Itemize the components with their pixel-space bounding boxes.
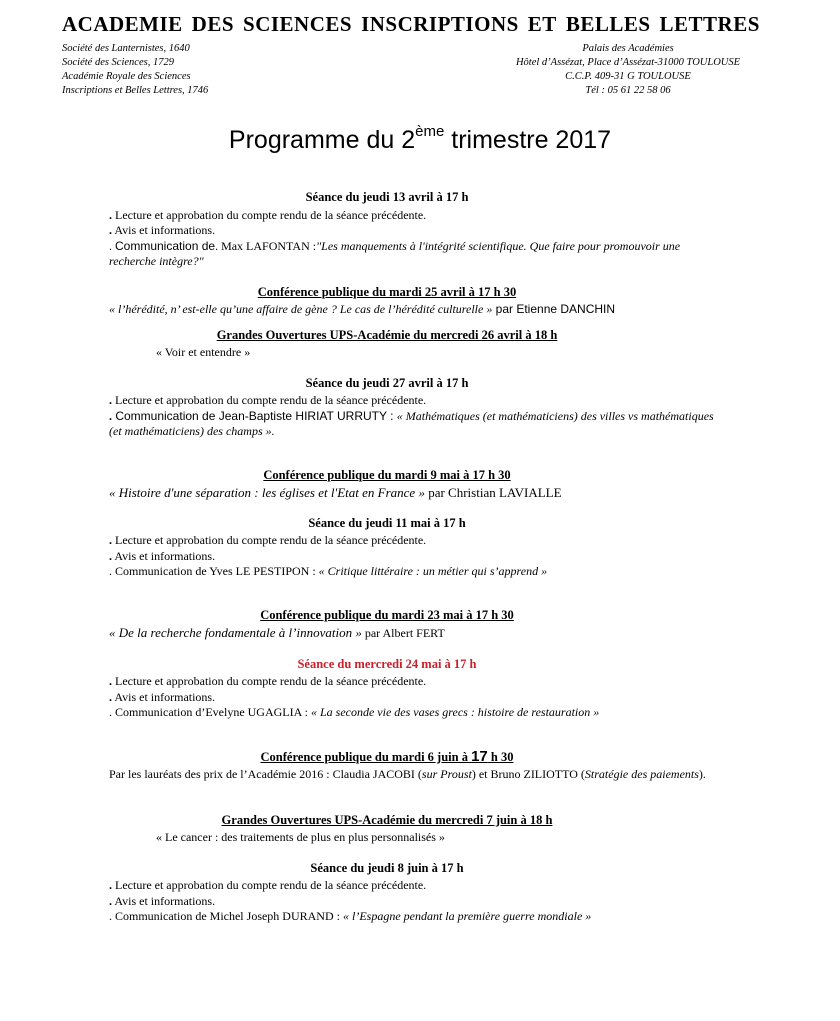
history-line: Société des Sciences, 1729 [62,57,174,68]
agenda-item: . Avis et informations. [109,689,216,704]
seance-heading: Séance du jeudi 8 juin à 17 h [310,860,464,875]
academy-title [62,12,760,37]
agenda-item: . Lecture et approbation du compte rendu de la séance précédente. [109,207,427,222]
title-word: SCIENCES [243,12,353,36]
agenda-item: . Avis et informations. [109,548,216,563]
grandes-ouvertures-heading: Grandes Ouvertures UPS-Académie du mercredi 26 avril à 18 h [216,327,558,342]
communication: . Communication de Yves LE PESTIPON : « Critique littéraire : un métier qui s’apprend » [109,564,548,578]
grandes-ouvertures-heading: Grandes Ouvertures UPS-Académie du mercredi 7 juin à 18 h [221,812,553,827]
history-line: Académie Royale des Sciences [62,71,191,82]
programme-title [0,123,840,155]
communication: . Communication de Jean-Baptiste HIRIAT URRUTY : « Mathématiques (et mathématiciens) des villes vs mathématiques (et mathématiciens) des champs ». [109,408,714,438]
seance-13-avril [109,190,729,270]
agenda-item: . Lecture et approbation du compte rendu de la séance précédente. [109,393,427,407]
header-address [498,42,758,98]
address-line: Hôtel d’Assézat, Place d’Assézat-31000 TOULOUSE [515,57,741,68]
title-word: DES [191,12,235,36]
seance-heading: Séance du jeudi 13 avril à 17 h [305,190,469,204]
address-line: C.C.P. 409-31 G TOULOUSE [565,71,691,82]
conference-title: « De la recherche fondamentale à l’innovation » par Albert FERT [109,625,445,640]
conference-heading: Conférence publique du mardi 25 avril à 17 h 30 [257,284,517,299]
agenda-item: . Lecture et approbation du compte rendu de la séance précédente. [109,878,427,892]
communication: . Communication d’Evelyne UGAGLIA : « La seconde vie des vases grecs : histoire de restauration » [109,705,600,719]
title-word: INSCRIPTIONS [361,12,519,36]
title-word: ET [527,12,557,36]
grandes-ouvertures-7-juin [109,813,729,846]
programme-title-year: trimestre 2017 [444,126,612,154]
conference-title: « Histoire d'une séparation : les églises et l'Etat en France » par Christian LAVIALLE [109,485,562,500]
programme-title-sup: ème [415,123,445,140]
address-line: Tél : 05 61 22 58 06 [585,85,671,96]
seance-27-avril [109,376,729,440]
communication: . Communication de. Max LAFONTAN :"Les manquements à l'intégrité scientifique. Que faire pour promouvoir une recherche intègre?" [109,238,681,268]
title-word: BELLES [565,12,651,36]
grandes-ouvertures-title: « Le cancer : des traitements de plus en plus personnalisés » [156,830,445,844]
history-line: Inscriptions et Belles Lettres, 1746 [62,85,209,96]
conference-23-mai [109,608,729,642]
agenda-item: . Avis et informations. [109,893,216,908]
communication: . Communication de Michel Joseph DURAND : « l’Espagne pendant la première guerre mondiale » [109,909,592,923]
seance-heading: Séance du jeudi 11 mai à 17 h [308,515,466,530]
programme-content [109,190,729,925]
history-line: Société des Lanternistes, 1640 [62,43,190,54]
seance-heading: Séance du mercredi 24 mai à 17 h [297,656,477,671]
seance-24-mai [109,657,729,721]
agenda-item: . Avis et informations. [109,223,216,237]
header-history [62,42,208,98]
conference-title: « l’hérédité, n’ est-elle qu’une affaire de gène ? Le cas de l’hérédité culturelle » par Etienne DANCHIN [109,302,616,316]
title-word: LETTRES [659,12,760,36]
agenda-item: . Lecture et approbation du compte rendu de la séance précédente. [109,533,427,547]
conference-heading: Conférence publique du mardi 6 juin à 17 h 30 [260,747,514,765]
conference-heading: Conférence publique du mardi 23 mai à 17 h 30 [260,607,514,622]
grandes-ouvertures-title: « Voir et entendre » [156,345,251,359]
conference-heading: Conférence publique du mardi 9 mai à 17 h 30 [263,467,511,482]
conference-9-mai [109,468,729,501]
conference-25-avril [109,285,729,318]
seance-heading: Séance du jeudi 27 avril à 17 h [305,375,469,390]
address-line: Palais des Académies [582,43,674,54]
grandes-ouvertures-26-avril [109,328,729,361]
agenda-item: . Lecture et approbation du compte rendu de la séance précédente. [109,674,427,688]
seance-11-mai [109,516,729,580]
conference-6-juin [109,749,729,783]
programme-title-text: Programme du 2 [228,126,416,154]
conference-laureats: Par les lauréats des prix de l’Académie 2016 : Claudia JACOBI (sur Proust) et Bruno ZILIOTTO (Stratégie des paiements). [109,767,706,781]
title-word: ACADEMIE [62,12,183,36]
seance-8-juin [109,861,729,925]
